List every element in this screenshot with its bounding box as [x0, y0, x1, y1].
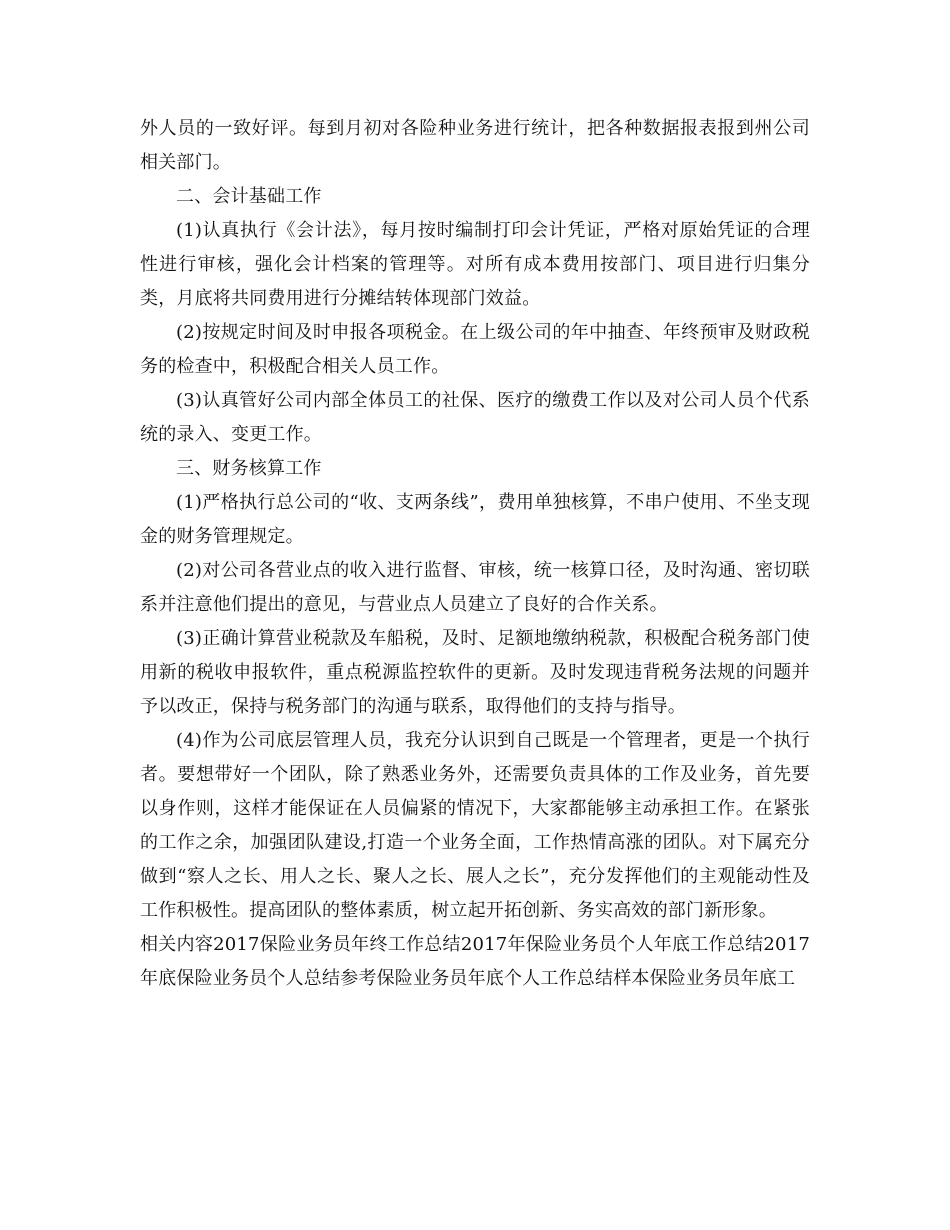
section-heading-accounting-basics: 二、会计基础工作	[176, 186, 322, 207]
paragraph-financial-4: (4)作为公司底层管理人员，我充分认识到自己既是一个管理者，更是一个执行者。要想带好一个团队，除了熟悉业务外，还需要负责具体的工作及业务，首先要以身作则，这样才能保证在人员偏紧的情况下，大家都能够主动承担工作。在紧张的工作之余，加强团队建设,打造一个业务全面，工作热情高涨的团队。对下属充分做到“察人之长、用人之长、聚人之长、展人之长”，充分发挥他们的主观能动性及工作积极性。提高团队的整体素质，树立起开拓创新、务实高效的部门新形象。	[140, 730, 810, 921]
document-body	[140, 112, 810, 996]
paragraph-accounting-3: (3)认真管好公司内部全体员工的社保、医疗的缴费工作以及对公司人员个代系统的录入、变更工作。	[140, 390, 810, 445]
paragraph-accounting-1: (1)认真执行《会计法》，每月按时编制打印会计凭证，严格对原始凭证的合理性进行审核，强化会计档案的管理等。对所有成本费用按部门、项目进行归集分类，月底将共同费用进行分摊结转体现部门效益。	[140, 220, 810, 309]
paragraph-continuation: 外人员的一致好评。每到月初对各险种业务进行统计，把各种数据报表报到州公司相关部门。	[140, 118, 810, 173]
paragraph-financial-2: (2)对公司各营业点的收入进行监督、审核，统一核算口径，及时沟通、密切联系并注意他们提出的意见，与营业点人员建立了良好的合作关系。	[140, 560, 810, 615]
section-heading-financial-accounting: 三、财务核算工作	[176, 458, 322, 479]
paragraph-accounting-2: (2)按规定时间及时申报各项税金。在上级公司的年中抽查、年终预审及财政税务的检查中，积极配合相关人员工作。	[140, 322, 810, 377]
paragraph-financial-3: (3)正确计算营业税款及车船税，及时、足额地缴纳税款，积极配合税务部门使用新的税收申报软件，重点税源监控软件的更新。及时发现违背税务法规的问题并予以改正，保持与税务部门的沟通与联系，取得他们的支持与指导。	[140, 628, 810, 717]
related-content: 相关内容2017保险业务员年终工作总结2017年保险业务员个人年底工作总结2017年底保险业务员个人总结参考保险业务员年底个人工作总结样本保险业务员年底工	[140, 934, 810, 989]
paragraph-financial-1: (1)严格执行总公司的“收、支两条线”，费用单独核算，不串户使用、不坐支现金的财务管理规定。	[140, 492, 810, 547]
